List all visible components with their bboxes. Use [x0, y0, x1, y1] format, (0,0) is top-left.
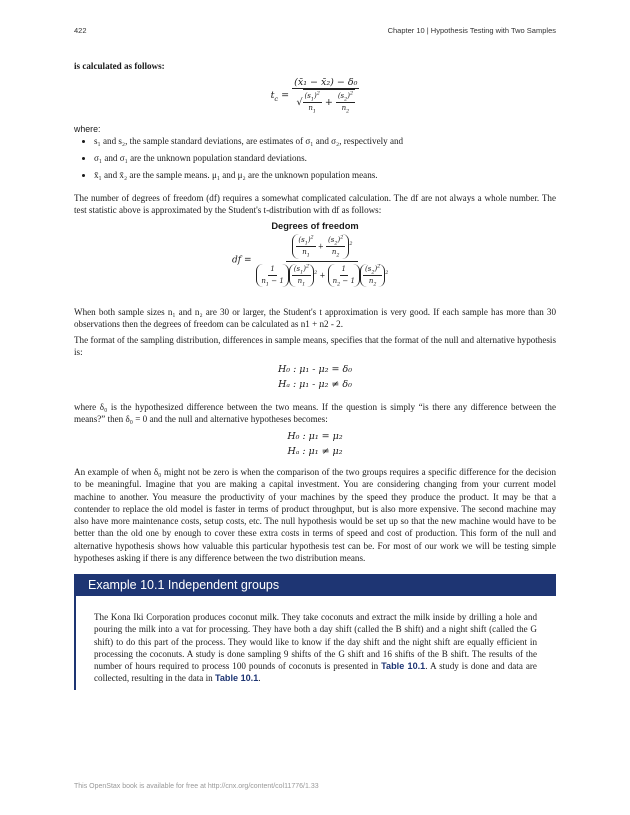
example-body: [94, 611, 537, 685]
bullet-item: • x̄₁ and x̄₂ are the sample means. μ₁ and μ₂ are the unknown population means.: [94, 169, 556, 181]
intro-line: is calculated as follows:: [74, 61, 165, 71]
footer: This OpenStax book is available for free at http://cnx.org/content/col11776/1.33: [74, 783, 319, 790]
df-lhs: df =: [232, 255, 252, 266]
tc-numerator: (x̄₁ − x̄₂) − δ₀: [294, 77, 358, 88]
table-link[interactable]: Table 10.1: [381, 661, 426, 672]
null-hypothesis: H₀ : μ₁ = μ₂: [287, 431, 343, 442]
table-link[interactable]: Table 10.1: [214, 673, 259, 684]
page-number: 422: [74, 26, 87, 35]
df-formula: df = $\frac{(s_1)^2}{n_1}$ + $\frac{(s_2)^2}{n_2}$ $^2$ $\frac{1}{n_1 - 1}$ $\frac{(s_1)^2}{n_1}$ $^2$ + $\frac{1}{n_2 - 1}$ $\frac{(s_2)^2}{n_2}$ $^2$: [232, 234, 389, 288]
tc-lhs: t: [270, 90, 275, 101]
tc-lhs-sub: c: [274, 94, 279, 103]
example-text: The Kona Iki Corporation produces coconut milk. They take coconuts and extract the milk inside by drilling a hole and pouring the milk into a vat for processing. They have both a day shift (called the B shift) and a night shift (called the G shift) to do this part of the process. They would like to know if the day shift and the night shift are equally efficient in processing the coconuts. A study is done sampling 9 shifts of the G shift and 16 shifts of the B shift. The results of the number of hours required to process 100 pounds of coconuts is presented in: [94, 612, 537, 672]
example-left-rule: [74, 596, 76, 690]
df-title: Degrees of freedom: [271, 221, 359, 231]
tc-formula: $t_c$ = (x̄₁ − x̄₂) − δ₀ √ $\frac{(s_1)^2}{n_1}$ + $\frac{(s_2)^2}{n_2}$: [270, 77, 358, 115]
where-label: where:: [74, 124, 101, 134]
bullet-item: • s₁ and s₂, the sample standard deviations, are estimates of σ₁ and σ₂, respectively and: [94, 135, 556, 147]
sample-size-paragraph: When both sample sizes n₁ and n₂ are 30 or larger, the Student's t approximation is very good. If each sample has more than 30 observations then the degrees of freedom can be calculated as n1 + n2 - 2.: [74, 307, 556, 330]
df-paragraph: The number of degrees of freedom (df) requires a somewhat complicated calculation. The df are not always a whole number. The test statistic above is approximated by the Student's t-distribution with df as follows:: [74, 193, 556, 216]
hypotheses-equal: [74, 429, 556, 459]
hypotheses-general: [74, 362, 556, 392]
example-paragraph: An example of when δ₀ might not be zero is when the comparison of the two groups requires a specific difference for the decision to be meaningful. Imagine that you are making a capital investment. You are considering changing from your current model machine to another. You measure the productivity of your machines by the speed they produce the product. It may be that a contender to replace the old model is faster in terms of product throughput, but is also more expensive. The second machine may also have more maintenance costs, setup costs, etc. The null hypothesis would be set up so that the new machine would have to be better than the old one by enough to cover these extra costs in terms of speed and cost of production. This form of the null and alternative hypothesis shows how valuable this particular hypothesis test can be. For most of our work we will be testing simple hypotheses asking if there is any difference between the two distribution means.: [74, 467, 556, 564]
delta-paragraph: where δ₀ is the hypothesized difference between the two means. If the question is simply “is there any difference between the means?” then δ₀ = 0 and the null and alternative hypotheses becomes:: [74, 402, 556, 425]
example-text-mid: . A study is done and data are collected, resulting in the data in: [94, 661, 537, 684]
example-title: Example 10.1 Independent groups: [88, 578, 280, 592]
bullet-item: • σ₁ and σ₁ are the unknown population standard deviations.: [94, 152, 556, 164]
alt-hypothesis: Hₐ : μ₁ ≠ μ₂: [287, 446, 343, 457]
where-list: [74, 135, 556, 186]
example-header: [74, 574, 556, 596]
example-text-end: .: [258, 673, 261, 684]
format-paragraph: The format of the sampling distribution, differences in sample means, specifies that the format of the null and alternative hypothesis is:: [74, 335, 556, 358]
null-hypothesis: H₀ : μ₁ - μ₂ = δ₀: [277, 364, 353, 375]
chapter-header: Chapter 10 | Hypothesis Testing with Two Samples: [387, 26, 556, 35]
alt-hypothesis: Hₐ : μ₁ - μ₂ ≠ δ₀: [278, 379, 352, 390]
